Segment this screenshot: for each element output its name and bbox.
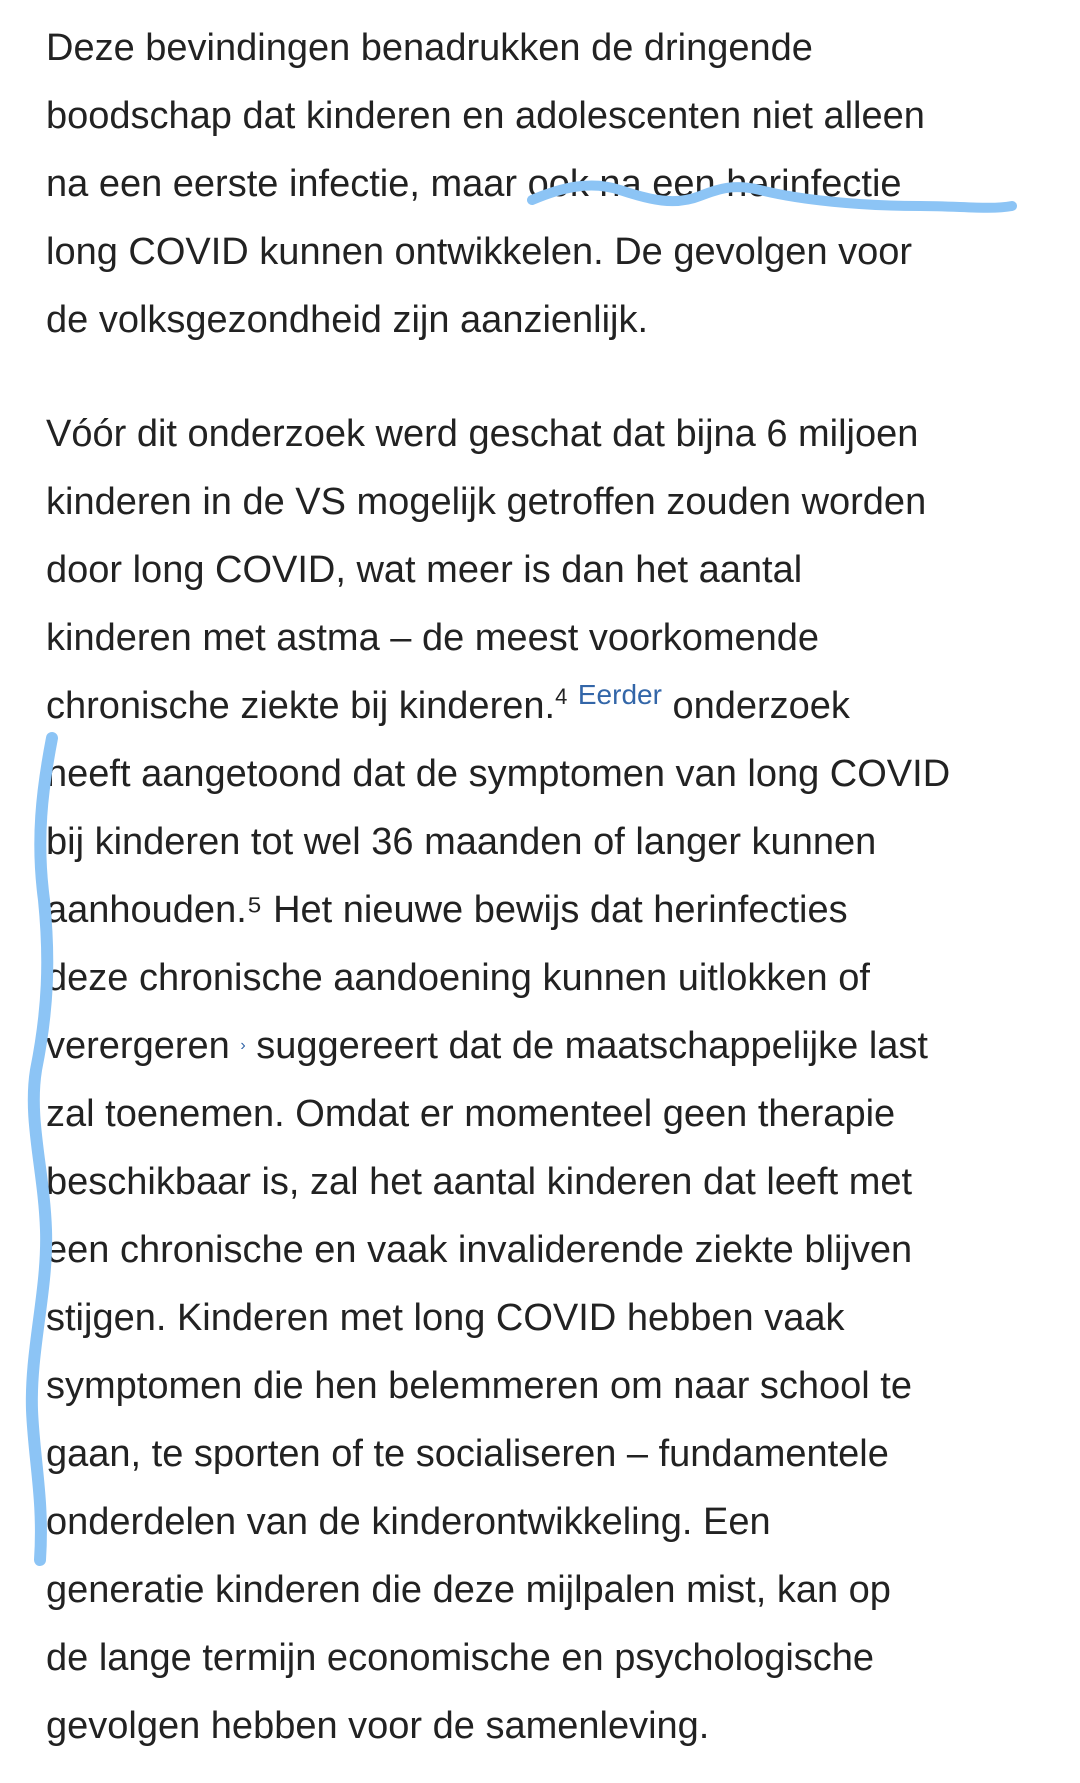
footnote-number: 4 [555, 684, 568, 709]
article-body [46, 14, 1056, 1760]
text-line-with-link [46, 1012, 1056, 1080]
text-line: Deze bevindingen benadrukken de dringende [46, 27, 813, 69]
text-line: generatie kinderen die deze mijlpalen mist, kan op [46, 1569, 891, 1611]
text-segment: onderzoek [661, 685, 850, 727]
text-line: door long COVID, wat meer is dan het aantal [46, 549, 803, 591]
text-line: gevolgen hebben voor de samenleving. [46, 1705, 710, 1747]
text-line: aanhouden.⁵ Het nieuwe bewijs dat herinfecties [46, 889, 848, 931]
text-line: onderdelen van de kinderontwikkeling. Een [46, 1501, 771, 1543]
text-line: een chronische en vaak invaliderende ziekte blijven [46, 1229, 913, 1271]
text-line: heeft aangetoond dat de symptomen van long COVID [46, 753, 951, 795]
paragraph-1 [46, 14, 1056, 354]
text-line: symptomen die hen belemmeren om naar school te [46, 1365, 913, 1407]
text-line: de lange termijn economische en psychologische [46, 1637, 875, 1679]
paragraph-spacer [46, 354, 1056, 400]
text-line: bij kinderen tot wel 36 maanden of langer kunnen [46, 821, 877, 863]
reference-link[interactable]: Eerder [577, 679, 662, 710]
text-line: beschikbaar is, zal het aantal kinderen dat leeft met [46, 1161, 913, 1203]
text-line: zal toenemen. Omdat er momenteel geen therapie [46, 1093, 896, 1135]
text-line: long COVID kunnen ontwikkelen. De gevolgen voor [46, 231, 913, 273]
text-segment: verergeren [46, 1025, 230, 1067]
text-line: Vóór dit onderzoek werd geschat dat bijna 6 miljoen [46, 413, 919, 455]
text-segment: chronische ziekte bij kinderen. [46, 685, 556, 727]
text-line: stijgen. Kinderen met long COVID hebben vaak [46, 1297, 845, 1339]
text-line: kinderen met astma – de meest voorkomende [46, 617, 820, 659]
paragraph-2 [46, 400, 1056, 1760]
text-line: na een eerste infectie, maar ook na een herinfectie [46, 163, 902, 205]
text-line: deze chronische aandoening kunnen uitlokken of [46, 957, 870, 999]
text-line: gaan, te sporten of te socialiseren – fundamentele [46, 1433, 889, 1475]
text-line: de volksgezondheid zijn aanzienlijk. [46, 299, 649, 341]
text-line: boodschap dat kinderen en adolescenten niet alleen [46, 95, 925, 137]
text-segment: suggereert dat de maatschappelijke last [245, 1025, 928, 1067]
text-line: kinderen in de VS mogelijk getroffen zouden worden [46, 481, 927, 523]
text-line-with-reference [46, 672, 1056, 740]
inline-link-marker[interactable]: › [240, 1037, 246, 1054]
